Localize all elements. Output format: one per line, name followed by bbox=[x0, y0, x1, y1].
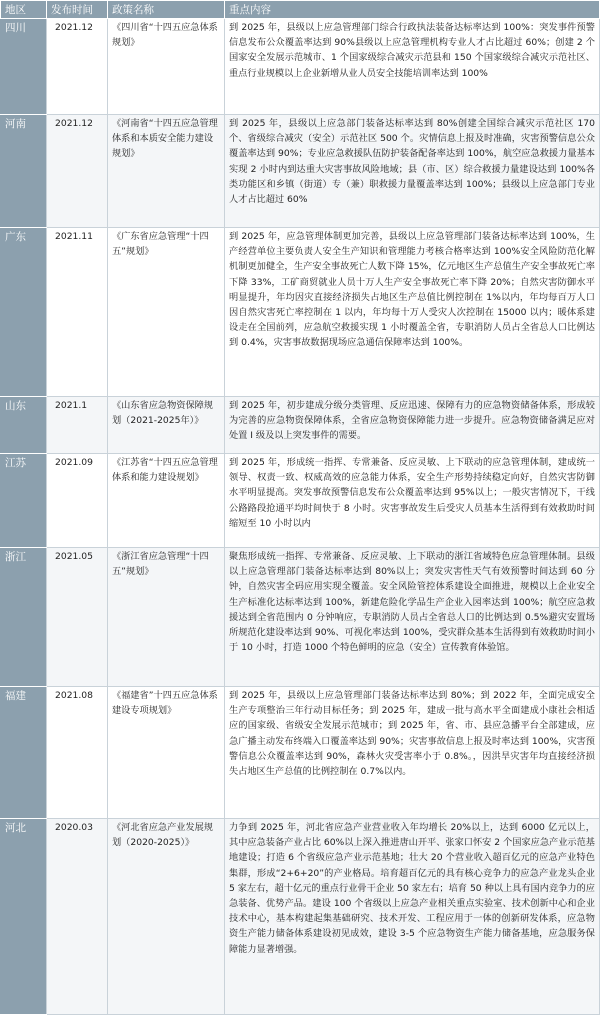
column-header-region: 地区 bbox=[1, 1, 47, 19]
content-cell: 到 2025 年，应急管理体制更加完善，县级以上应急管理部门装备达标率达到 100%，生产经营单位主要负责人安全生产知识和管理能力考核合格率达到 100%安全风险防范化解机制更加健全，生产安全事故死亡人数下降 15%，亿元地区生产总值生产安全事故死亡率下降 33%，工矿商贸就业人员十万人生产安全事故死亡率下降 20%；自然灾害防御水平明显提升，年均因灾直接经济损失占地区生产总值比例控制在 1%以内，年均每百万人口因自然灾害死亡率控制在 1 以内，年均每十万人受灾人次控制在 15000 以内；暖体系建设走在全国前列，应急航空救援实现 1 小时覆盖全省，专职消防人员占全省总人口比例达到 0.4%，灾害事故数据现场应急通信保障率达到 100%。 bbox=[225, 228, 600, 397]
policy-name-cell: 《浙江省应急管理“十四五”规划》 bbox=[108, 548, 225, 687]
region-cell: 广东 bbox=[1, 228, 47, 397]
policy-name-cell: 《福建省”十四五应急体系建设专项规划》 bbox=[108, 687, 225, 819]
date-cell: 2021.12 bbox=[47, 115, 108, 228]
region-cell: 福建 bbox=[1, 687, 47, 819]
content-cell: 到 2025 年，县级以上应急管理部门综合行政执法装备达标率达到 100%：突发事件预警信息发布公众覆盖率达到 90%县级以上应急管理机构专业人才占比超过 60%；创建 2 个国家安全发展示范城市、1 个国家级综合减灾示范县和 150 个国家级综合减灾示范社区、重点行业规模以上企业新增从业人员安全技能培训率达到 100% bbox=[225, 19, 600, 115]
table-row bbox=[1, 397, 600, 454]
date-cell: 2021.05 bbox=[47, 548, 108, 687]
table-header-row bbox=[1, 1, 600, 19]
column-header-date: 发布时间 bbox=[47, 1, 108, 19]
table-row bbox=[1, 228, 600, 397]
policy-name-cell: 《广东省应急管理“十四五”规划》 bbox=[108, 228, 225, 397]
content-cell: 到 2025 年，形成统一指挥、专常兼备、反应灵敏、上下联动的应急管理体制，建成统一领导、权责一致、权威高效的应急能力体系，安全生产形势持续稳定向好，自然灾害防御水平明显提高。突发事故预警信息发布公众覆盖率达到 95%以上；一般灾害情况下，干线公路路段抢通平均时间快于 8 小时。灾害事故发生后受灾人员基本生活得到有效救助时间缩短至 10 小时以内 bbox=[225, 454, 600, 548]
table-row bbox=[1, 819, 600, 1015]
policy-name-cell: 《四川省“十四五应急体系规划》 bbox=[108, 19, 225, 115]
table-row bbox=[1, 19, 600, 115]
region-cell: 四川 bbox=[1, 19, 47, 115]
content-cell: 力争到 2025 年，河北省应急产业营业收入年均增长 20%以上，达到 6000 亿元以上，其中应急装备产业占比 60%以上深入推进唐山开平、张家口怀安 2 个国家应急产业示范基地建设；打造 6 个省级应急产业示范基地；壮大 20 个营业收入超百亿元的应急产业特色集群，形成“2+6+20”的产业格局。培育超百亿元的具有核心竞争力的应急产业龙头企业 5 家左右，超十亿元的重点行业骨干企业 50 家左右；培育 50 种以上具有国内竞争力的应急装备、优势产品。建设 100 个省级以上应急产业相关重点实验室、技术创新中心和企业技术中心，基本构建起集基础研究、技术开发、工程应用于一体的创新研发体系，应急物资生产能力储备体系建设初见成效，建设 3-5 个应急物资生产能力储备基地，应急服务保障能力显著增强。 bbox=[225, 819, 600, 1015]
policy-name-cell: 《河南省“十四五应急管理体系和本质安全能力建设规划》 bbox=[108, 115, 225, 228]
column-header-name: 政策名称 bbox=[108, 1, 225, 19]
region-cell: 浙江 bbox=[1, 548, 47, 687]
table-row bbox=[1, 115, 600, 228]
table-row bbox=[1, 548, 600, 687]
table-row bbox=[1, 454, 600, 548]
date-cell: 2021.1 bbox=[47, 397, 108, 454]
content-cell: 到 2025 年，县级以上应急部门装备达标率达到 80%创建全国综合减灾示范社区 170 个、省级综合减灾（安全）示范社区 500 个。灾情信息上报及时准确，灾害预警信息公众覆盖率达到 90%；专业应急救援队伍防护装备配备率达到 100%，航空应急救援力量基本实现 2 小时内到达重大灾害事故风险地域；县（市、区）综合救援力量建设达到 100%各类功能区和乡镇（街道）专（兼）职救援力量覆盖率达到 100%；县级以上应急部门专业人才占比超过 60% bbox=[225, 115, 600, 228]
table-row bbox=[1, 687, 600, 819]
policy-name-cell: 《河北省应急产业发展规划（2020-2025）》 bbox=[108, 819, 225, 1015]
date-cell: 2021.11 bbox=[47, 228, 108, 397]
content-cell: 到 2025 年，县级以上应急管理部门装备达标率达到 80%；到 2022 年，全面完成安全生产专项整治三年行动目标任务；到 2025 年，建成一批与高水平全面建成小康社会相适应的国家级、省级安全发展示范城市；到 2025 年，省、市、县应急播平台全部建成，应急广播主动发布终端入口覆盖率达到 90%；灾害事故信息上报及时率达到 100%，灾害预警信息公众覆盖率达到 90%，森林火灾受害率小于 0.8%。，因洪旱灾害年均直接经济损失占地区生产总值的比例控制在 0.7%以内。 bbox=[225, 687, 600, 819]
region-cell: 河南 bbox=[1, 115, 47, 228]
date-cell: 2021.12 bbox=[47, 19, 108, 115]
content-cell: 聚焦形成统一指挥、专常兼备、反应灵敏、上下联动的浙江省域特色应急管理体制。县级以上应急管理部门装备达标率达到 80%以上；突发灾害性天气有效预警时间达到 60 分钟，自然灾害全码应用实现全覆盖。安全风险管控体系建设全面推进，规模以上企业安全生产标准化达标率达到 100%，新建危险化学品生产企业入园率达到 100%；航空应急救援达到全省范围内 0 分钟响应，专职消防人员占全省总人口的比例达到 0.5%避灾安置场所规范化建设率达到 90%、可视化率达到 100%，受灾群众基本生活得到有效救助时间小于 10 小时，打造 1000 个特色鲜明的应急（安全）宣传教育体验馆。 bbox=[225, 548, 600, 687]
region-cell: 江苏 bbox=[1, 454, 47, 548]
policy-name-cell: 《山东省应急物资保障规划（2021-2025年）》 bbox=[108, 397, 225, 454]
content-cell: 到 2025 年，初步建成分级分类管理、反应迅速、保障有力的应急物资储备体系，形成较为完善的应急物资保障体系，全省应急物资保障能力进一步提升。应急物资储备满足应对处置 I 级及以上突发事件的需要。 bbox=[225, 397, 600, 454]
column-header-content: 重点内容 bbox=[225, 1, 600, 19]
date-cell: 2020.03 bbox=[47, 819, 108, 1015]
date-cell: 2021.08 bbox=[47, 687, 108, 819]
region-cell: 山东 bbox=[1, 397, 47, 454]
date-cell: 2021.09 bbox=[47, 454, 108, 548]
region-cell: 河北 bbox=[1, 819, 47, 1015]
policy-name-cell: 《江苏省“十四五应急管理体系和能力建设规划》 bbox=[108, 454, 225, 548]
